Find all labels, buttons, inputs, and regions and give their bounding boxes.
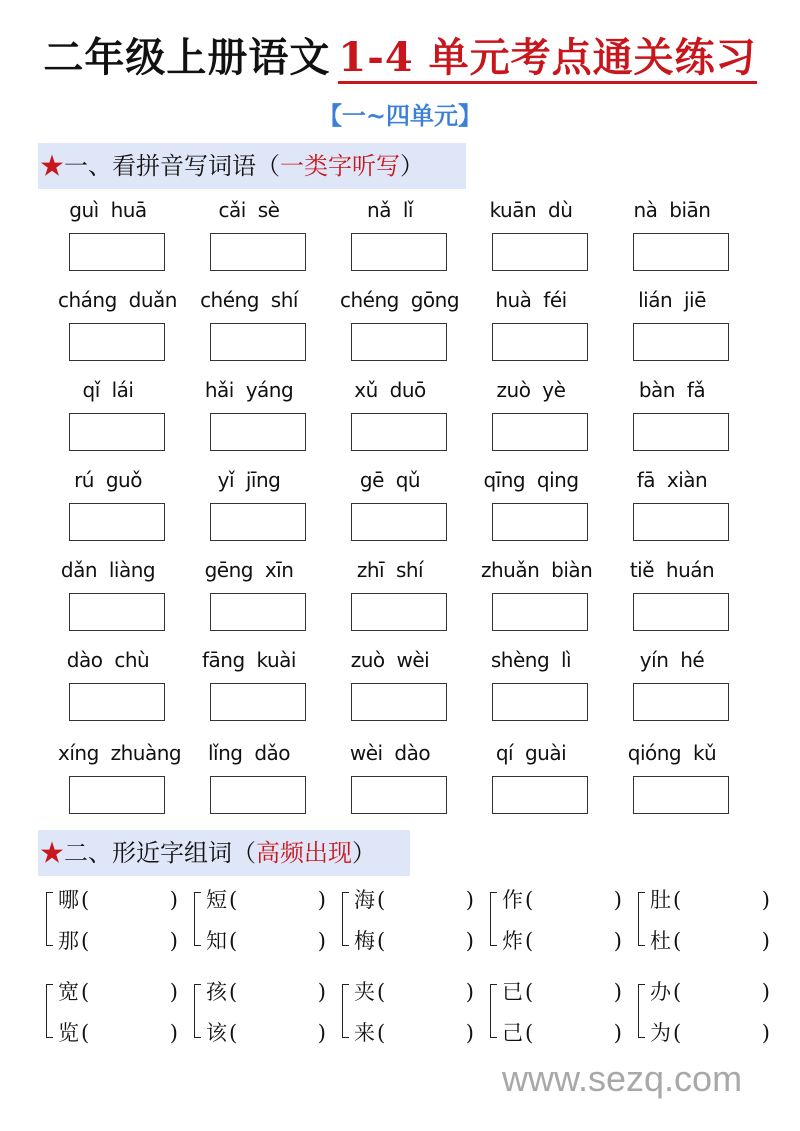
close-paren: ) <box>613 980 622 1004</box>
word-blank[interactable] <box>58 977 178 1007</box>
close-paren: ) <box>761 1021 770 1045</box>
pinyin-item <box>622 373 722 407</box>
bracket-icon <box>46 984 53 1038</box>
character: 作 <box>502 888 523 912</box>
answer-box[interactable] <box>633 413 729 451</box>
open-paren: ( <box>229 929 238 953</box>
char-pair <box>194 974 334 1054</box>
character: 杜 <box>650 929 671 953</box>
close-paren: ) <box>317 929 326 953</box>
answer-box[interactable] <box>633 593 729 631</box>
pinyin-label: hǎi yáng <box>204 378 294 402</box>
answer-box[interactable] <box>210 503 306 541</box>
char-pair <box>490 974 630 1054</box>
pinyin-label: nà biān <box>633 198 711 222</box>
pinyin-item <box>199 283 299 317</box>
pinyin-label: zuò wèi <box>350 648 430 672</box>
pinyin-item <box>340 373 440 407</box>
pinyin-label: qǐ lái <box>82 378 134 402</box>
pinyin-label: qióng kǔ <box>627 741 717 765</box>
answer-box[interactable] <box>633 776 729 814</box>
pinyin-item <box>58 193 158 227</box>
answer-box[interactable] <box>69 323 165 361</box>
answer-box[interactable] <box>210 233 306 271</box>
open-paren: ( <box>377 888 386 912</box>
word-blank[interactable] <box>502 885 622 915</box>
open-paren: ( <box>525 980 534 1004</box>
char-pair <box>46 882 186 962</box>
pinyin-label: gē qǔ <box>359 468 421 492</box>
pinyin-label: yín hé <box>639 648 705 672</box>
close-paren: ) <box>613 929 622 953</box>
close-paren: ) <box>613 888 622 912</box>
bracket-icon <box>490 892 497 946</box>
pinyin-row <box>58 283 758 373</box>
pinyin-label: fāng kuài <box>202 648 296 672</box>
open-paren: ( <box>229 888 238 912</box>
pinyin-item <box>622 193 722 227</box>
open-paren: ( <box>525 929 534 953</box>
word-blank[interactable] <box>206 885 326 915</box>
bracket-icon <box>46 892 53 946</box>
pinyin-item <box>481 553 593 587</box>
bracket-icon <box>490 984 497 1038</box>
answer-box[interactable] <box>351 503 447 541</box>
character: 宽 <box>58 980 79 1004</box>
open-paren: ( <box>673 888 682 912</box>
char-pair <box>342 974 482 1054</box>
pinyin-item <box>199 193 299 227</box>
pinyin-item <box>481 736 581 770</box>
pinyin-label: rú guǒ <box>74 468 142 492</box>
pinyin-label: zhī shí <box>356 558 424 582</box>
word-blank[interactable] <box>502 926 622 956</box>
character: 来 <box>354 1021 375 1045</box>
open-paren: ( <box>81 929 90 953</box>
answer-box[interactable] <box>492 776 588 814</box>
answer-box[interactable] <box>492 233 588 271</box>
pinyin-item <box>622 283 722 317</box>
word-blank[interactable] <box>58 1018 178 1048</box>
open-paren: ( <box>81 1021 90 1045</box>
pinyin-item <box>622 643 722 677</box>
close-paren: ) <box>761 929 770 953</box>
pinyin-label: cháng duǎn <box>58 288 177 312</box>
section1-highlight: 一类字听写 <box>280 152 400 180</box>
word-blank[interactable] <box>58 885 178 915</box>
bracket-icon <box>194 984 201 1038</box>
pinyin-label: cǎi sè <box>218 198 280 222</box>
word-blank[interactable] <box>206 1018 326 1048</box>
pinyin-label: qí guài <box>495 741 567 765</box>
open-paren: ( <box>81 980 90 1004</box>
open-paren: ( <box>673 929 682 953</box>
pinyin-label: bàn fǎ <box>638 378 706 402</box>
open-paren: ( <box>377 1021 386 1045</box>
word-blank[interactable] <box>650 885 770 915</box>
pinyin-item <box>58 553 158 587</box>
pinyin-label: qīng qing <box>483 468 579 492</box>
answer-box[interactable] <box>210 593 306 631</box>
pinyin-label: huà féi <box>495 288 567 312</box>
pinyin-item <box>622 736 722 770</box>
pinyin-item <box>340 736 440 770</box>
pinyin-item <box>340 463 440 497</box>
open-paren: ( <box>377 929 386 953</box>
title-wrap <box>0 32 800 84</box>
close-paren: ) <box>465 980 474 1004</box>
pinyin-item <box>58 643 158 677</box>
watermark: www.sezq.com <box>502 1058 743 1099</box>
section2-close: ） <box>352 839 376 867</box>
answer-box[interactable] <box>351 776 447 814</box>
word-blank[interactable] <box>502 977 622 1007</box>
word-blank[interactable] <box>650 1018 770 1048</box>
pinyin-item <box>481 643 581 677</box>
pinyin-row <box>58 553 758 643</box>
open-paren: ( <box>377 980 386 1004</box>
pinyin-item <box>340 283 460 317</box>
pinyin-label: gēng xīn <box>204 558 294 582</box>
character: 肚 <box>650 888 671 912</box>
char-pair <box>490 882 630 962</box>
close-paren: ) <box>169 929 178 953</box>
character: 知 <box>206 929 227 953</box>
word-blank[interactable] <box>650 926 770 956</box>
pinyin-label: fā xiàn <box>636 468 708 492</box>
title-red: 1-4 单元考点通关练习 <box>338 34 756 84</box>
section1-heading <box>38 143 466 189</box>
title-black: 二年级上册语文 <box>43 34 331 81</box>
answer-box[interactable] <box>210 413 306 451</box>
word-blank[interactable] <box>354 977 474 1007</box>
close-paren: ) <box>169 888 178 912</box>
character: 炸 <box>502 929 523 953</box>
word-blank[interactable] <box>502 1018 622 1048</box>
close-paren: ) <box>317 1021 326 1045</box>
pinyin-label: zhuǎn biàn <box>481 558 593 582</box>
answer-box[interactable] <box>492 323 588 361</box>
answer-box[interactable] <box>69 776 165 814</box>
close-paren: ) <box>761 888 770 912</box>
answer-box[interactable] <box>69 503 165 541</box>
section2-title: 二、形近字组词（ <box>64 839 256 867</box>
character: 已 <box>502 980 523 1004</box>
pinyin-item <box>58 463 158 497</box>
answer-box[interactable] <box>492 683 588 721</box>
open-paren: ( <box>525 1021 534 1045</box>
close-paren: ) <box>465 888 474 912</box>
open-paren: ( <box>525 888 534 912</box>
pinyin-row <box>58 736 758 826</box>
word-blank[interactable] <box>58 926 178 956</box>
pinyin-label: lǐng dǎo <box>207 741 291 765</box>
character: 该 <box>206 1021 227 1045</box>
pinyin-item <box>199 463 299 497</box>
answer-box[interactable] <box>210 683 306 721</box>
pinyin-item <box>199 736 299 770</box>
section2-heading <box>38 830 410 876</box>
answer-box[interactable] <box>492 503 588 541</box>
bracket-icon <box>638 984 645 1038</box>
open-paren: ( <box>673 1021 682 1045</box>
character: 那 <box>58 929 79 953</box>
answer-box[interactable] <box>210 776 306 814</box>
word-blank[interactable] <box>206 977 326 1007</box>
star-icon: ★ <box>40 839 64 867</box>
character: 办 <box>650 980 671 1004</box>
pinyin-label: wèi dào <box>349 741 431 765</box>
subtitle: 【一~四单元】 <box>317 101 483 130</box>
pinyin-label: xǔ duō <box>354 378 426 402</box>
bracket-icon <box>342 984 349 1038</box>
pinyin-item <box>481 193 581 227</box>
section2-highlight: 高频出现 <box>256 839 352 867</box>
pinyin-label: tiě huán <box>629 558 715 582</box>
close-paren: ) <box>465 929 474 953</box>
section1-close: ） <box>400 152 424 180</box>
page-title <box>43 32 756 84</box>
word-blank[interactable] <box>206 926 326 956</box>
pinyin-item <box>622 553 722 587</box>
pinyin-item <box>340 553 440 587</box>
pinyin-label: nǎ lǐ <box>367 198 413 222</box>
bracket-icon <box>194 892 201 946</box>
section1-title: 一、看拼音写词语（ <box>64 152 280 180</box>
close-paren: ) <box>465 1021 474 1045</box>
pinyin-item <box>481 373 581 407</box>
character: 己 <box>502 1021 523 1045</box>
answer-box[interactable] <box>633 683 729 721</box>
answer-box[interactable] <box>69 593 165 631</box>
pinyin-item <box>340 193 440 227</box>
pinyin-item <box>622 463 722 497</box>
pinyin-label: shèng lì <box>490 648 572 672</box>
answer-box[interactable] <box>633 323 729 361</box>
star-icon: ★ <box>40 152 64 180</box>
pinyin-label: chéng shí <box>200 288 298 312</box>
answer-box[interactable] <box>633 503 729 541</box>
character: 孩 <box>206 980 227 1004</box>
answer-box[interactable] <box>351 323 447 361</box>
character: 短 <box>206 888 227 912</box>
pinyin-label: dào chù <box>66 648 150 672</box>
character: 为 <box>650 1021 671 1045</box>
open-paren: ( <box>81 888 90 912</box>
answer-box[interactable] <box>69 683 165 721</box>
answer-box[interactable] <box>210 323 306 361</box>
pinyin-label: chéng gōng <box>340 288 460 312</box>
char-pair <box>46 974 186 1054</box>
pinyin-row <box>58 193 758 283</box>
answer-box[interactable] <box>69 233 165 271</box>
answer-box[interactable] <box>69 413 165 451</box>
close-paren: ) <box>761 980 770 1004</box>
bracket-icon <box>342 892 349 946</box>
pinyin-item <box>58 373 158 407</box>
character: 梅 <box>354 929 375 953</box>
answer-box[interactable] <box>351 233 447 271</box>
open-paren: ( <box>229 980 238 1004</box>
character: 夹 <box>354 980 375 1004</box>
pinyin-row <box>58 463 758 553</box>
character: 海 <box>354 888 375 912</box>
pinyin-item <box>58 283 177 317</box>
pinyin-item <box>481 283 581 317</box>
pinyin-label: dǎn liàng <box>60 558 156 582</box>
pinyin-row <box>58 643 758 733</box>
answer-box[interactable] <box>633 233 729 271</box>
pinyin-label: kuān dù <box>489 198 573 222</box>
char-pair <box>342 882 482 962</box>
open-paren: ( <box>229 1021 238 1045</box>
word-blank[interactable] <box>354 1018 474 1048</box>
close-paren: ) <box>317 980 326 1004</box>
pinyin-label: zuò yè <box>496 378 566 402</box>
word-blank[interactable] <box>650 977 770 1007</box>
character: 览 <box>58 1021 79 1045</box>
pinyin-item <box>340 643 440 677</box>
close-paren: ) <box>169 1021 178 1045</box>
char-pair <box>194 882 334 962</box>
answer-box[interactable] <box>492 593 588 631</box>
close-paren: ) <box>613 1021 622 1045</box>
char-pair <box>638 882 778 962</box>
character: 哪 <box>58 888 79 912</box>
answer-box[interactable] <box>351 683 447 721</box>
word-blank[interactable] <box>354 926 474 956</box>
pinyin-label: guì huā <box>69 198 147 222</box>
word-blank[interactable] <box>354 885 474 915</box>
pinyin-item <box>58 736 182 770</box>
char-pair <box>638 974 778 1054</box>
pinyin-item <box>481 463 581 497</box>
pinyin-item <box>199 373 299 407</box>
answer-box[interactable] <box>351 413 447 451</box>
answer-box[interactable] <box>351 593 447 631</box>
pinyin-item <box>199 643 299 677</box>
answer-box[interactable] <box>492 413 588 451</box>
bracket-icon <box>638 892 645 946</box>
pinyin-label: xíng zhuàng <box>58 741 182 765</box>
pinyin-row <box>58 373 758 463</box>
close-paren: ) <box>317 888 326 912</box>
open-paren: ( <box>673 980 682 1004</box>
pinyin-label: yǐ jīng <box>217 468 281 492</box>
pinyin-item <box>199 553 299 587</box>
pinyin-label: lián jiē <box>638 288 706 312</box>
close-paren: ) <box>169 980 178 1004</box>
